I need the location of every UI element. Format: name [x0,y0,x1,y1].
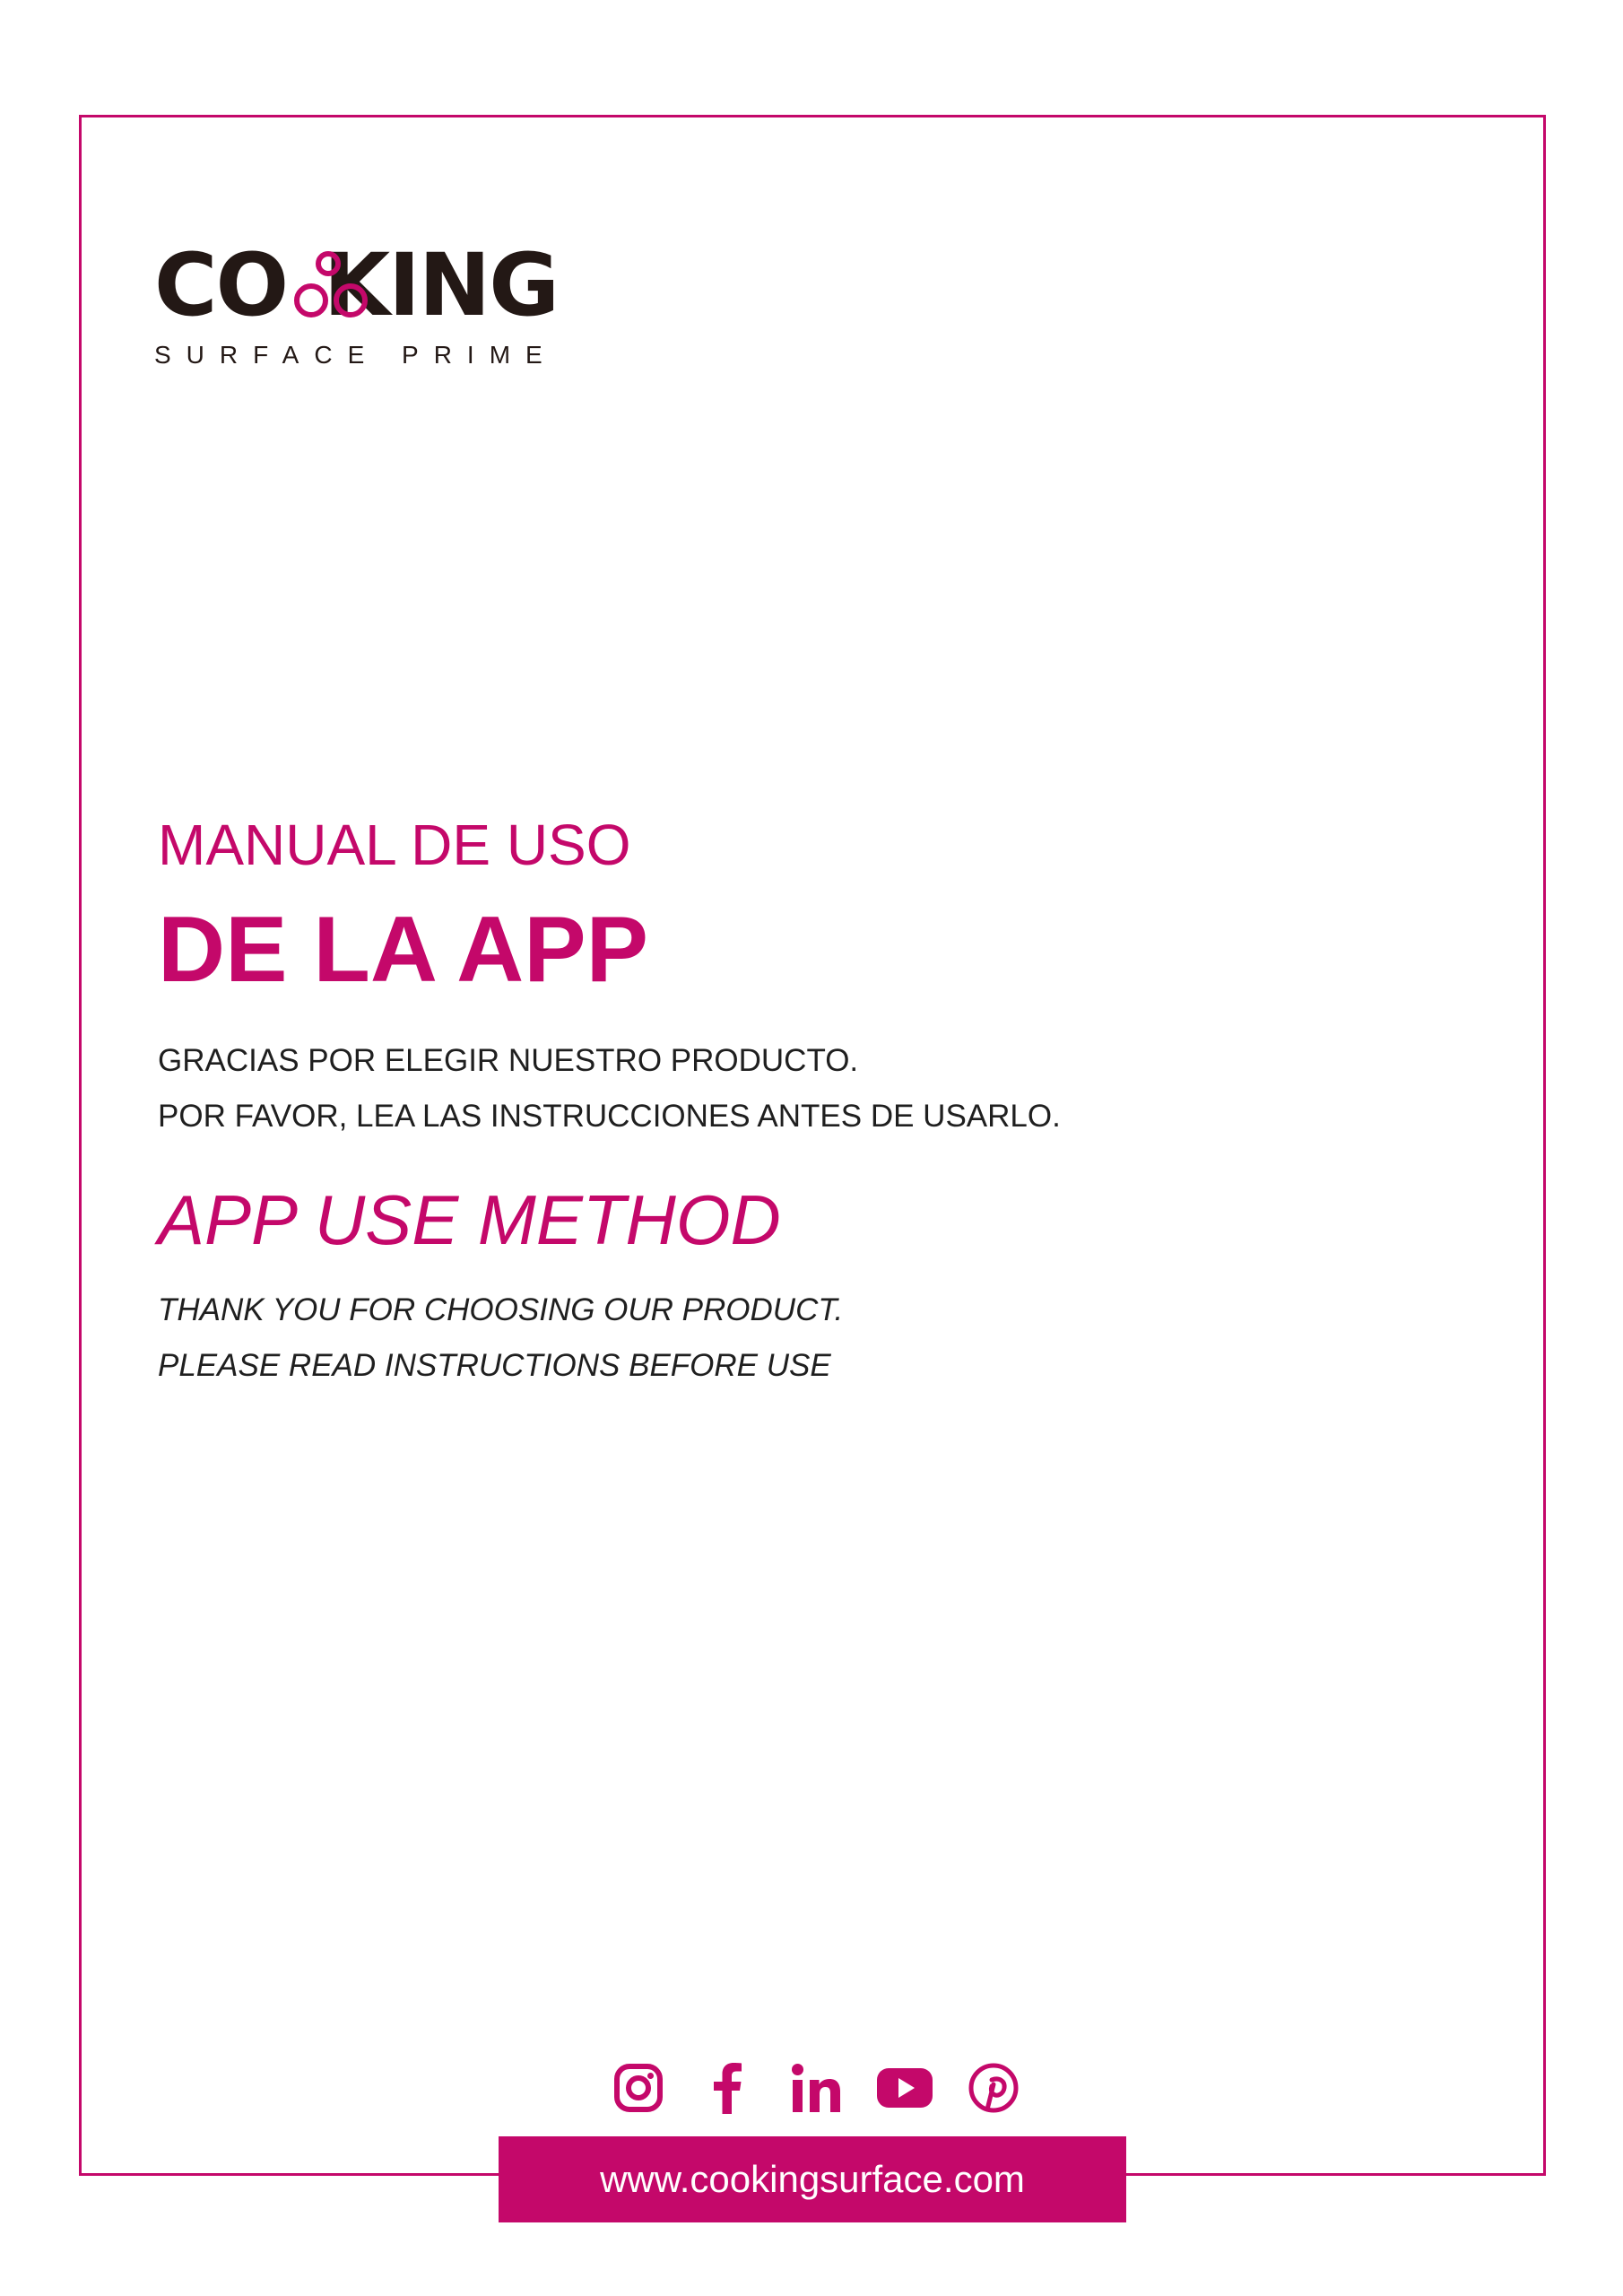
website-url[interactable]: www.cookingsurface.com [600,2158,1025,2200]
spanish-intro [158,1033,1061,1144]
spanish-body-line2: POR FAVOR, LEA LAS INSTRUCCIONES ANTES DE USARLO. [158,1099,1061,1134]
logo-rings-icon [291,242,320,328]
logo-letters-right: KING [323,235,558,335]
website-url-bar[interactable] [499,2136,1126,2222]
spanish-body-line1: GRACIAS POR ELEGIR NUESTRO PRODUCTO. [158,1043,859,1078]
spanish-title-line2: DE LA APP [158,898,649,1002]
youtube-icon[interactable] [876,2059,933,2117]
spanish-title-line1: MANUAL DE USO [158,813,631,877]
english-body-line2: PLEASE READ INSTRUCTIONS BEFORE USE [158,1348,831,1383]
instagram-icon[interactable] [610,2059,667,2117]
page-border [79,115,1546,2176]
logo-wordmark [154,235,558,335]
pinterest-icon[interactable] [965,2059,1022,2117]
logo-subtitle: SURFACE PRIME [154,341,558,369]
english-title: APP USE METHOD [158,1180,781,1259]
facebook-icon[interactable] [699,2059,756,2117]
english-body-line1: THANK YOU FOR CHOOSING OUR PRODUCT. [158,1292,844,1327]
english-intro [158,1283,843,1394]
brand-logo [154,235,558,369]
linkedin-icon[interactable] [787,2059,845,2117]
social-links [610,2056,1022,2120]
logo-letters-left: CO [154,235,288,335]
